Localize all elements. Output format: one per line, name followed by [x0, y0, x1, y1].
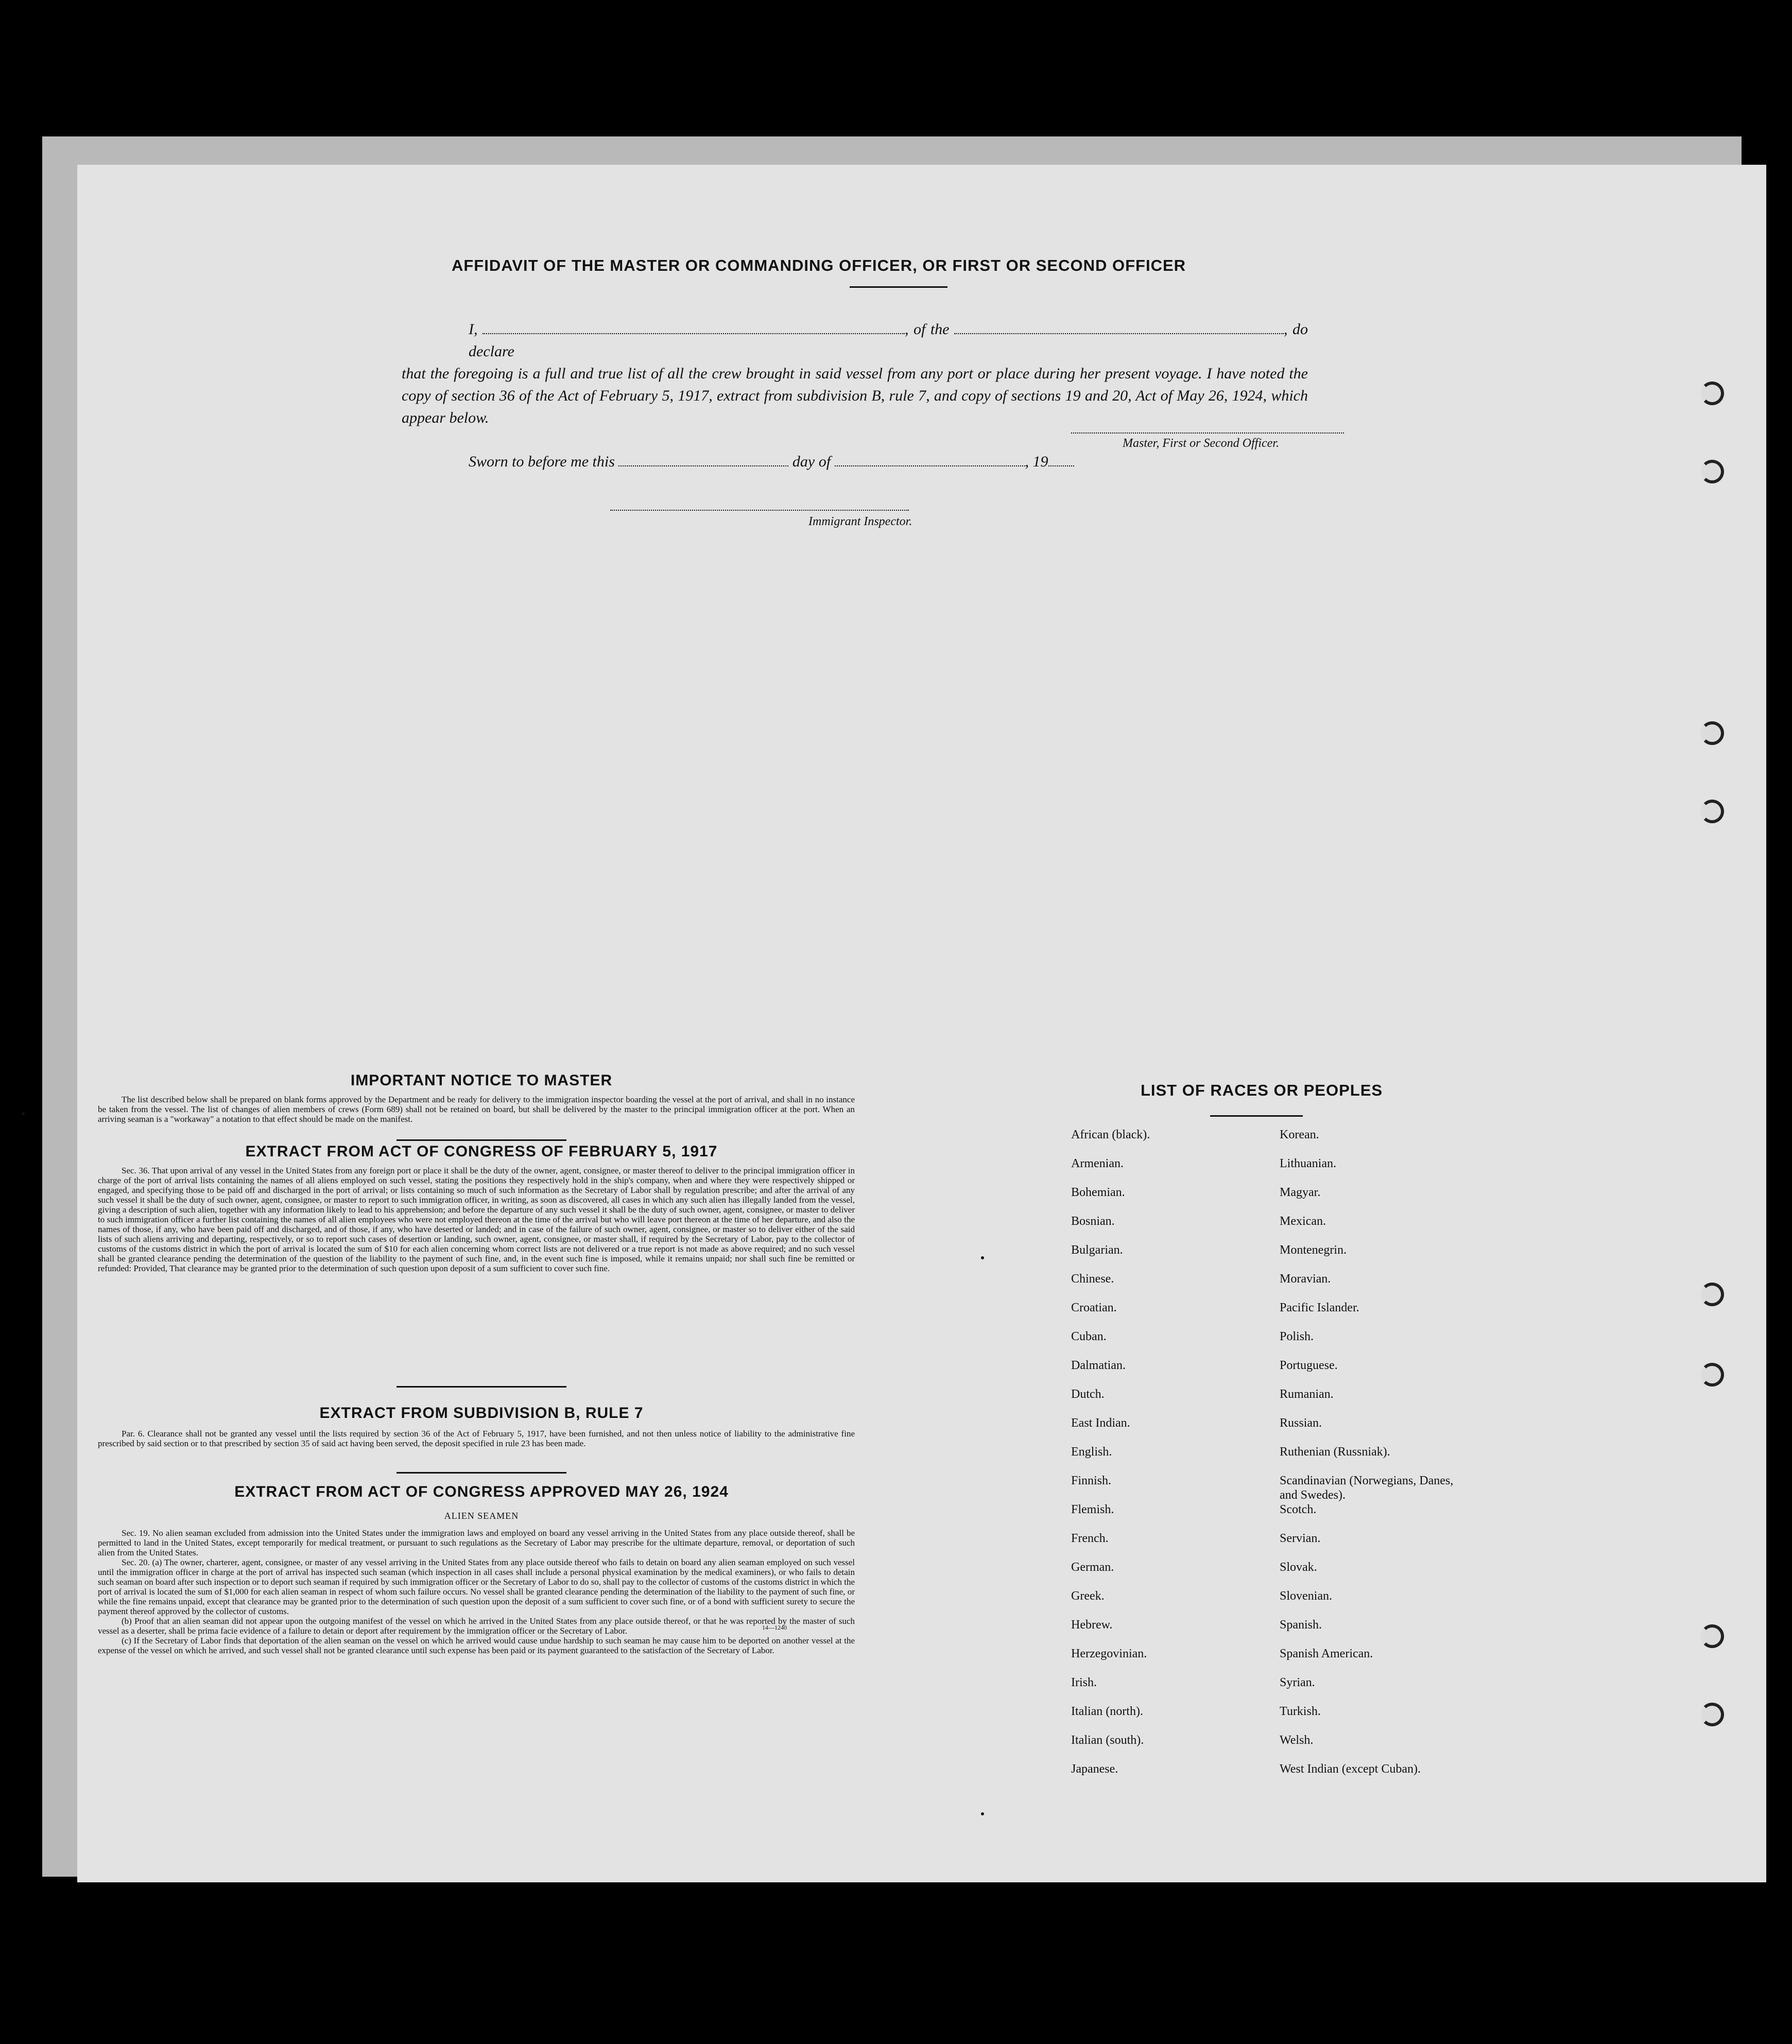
punch-hole — [1700, 1624, 1724, 1648]
race-item: Montenegrin. — [1280, 1243, 1347, 1257]
race-item: Irish. — [1071, 1676, 1097, 1689]
race-item: Bohemian. — [1071, 1186, 1125, 1199]
sworn-year-blank[interactable] — [1048, 451, 1074, 466]
race-item: Hebrew. — [1071, 1618, 1113, 1632]
races-rule — [1210, 1115, 1303, 1117]
extract-1917-title: EXTRACT FROM ACT OF CONGRESS OF FEBRUARY 5, 1917 — [245, 1143, 718, 1160]
race-item: Syrian. — [1280, 1676, 1315, 1689]
punch-hole — [1700, 800, 1724, 823]
race-item: Bosnian. — [1071, 1215, 1115, 1228]
affidavit-i-label: I, — [469, 321, 478, 338]
punch-hole — [1700, 1363, 1724, 1387]
punch-hole — [1700, 1703, 1724, 1726]
race-item: Croatian. — [1071, 1301, 1117, 1314]
race-item: Italian (north). — [1071, 1705, 1143, 1718]
race-item: Herzegovinian. — [1071, 1647, 1147, 1660]
name-blank[interactable] — [483, 319, 905, 334]
race-item: Bulgarian. — [1071, 1243, 1123, 1257]
affidavit-title: AFFIDAVIT OF THE MASTER OR COMMANDING OFFICER, OR FIRST OR SECOND OFFICER — [451, 256, 1186, 274]
affidavit-of-the: , of the — [905, 321, 950, 338]
extract-1917-text — [98, 1166, 855, 1273]
race-item: East Indian. — [1071, 1416, 1130, 1430]
race-item: Chinese. — [1071, 1272, 1114, 1286]
race-item: Rumanian. — [1280, 1388, 1334, 1401]
master-signature-line[interactable] — [1071, 432, 1344, 434]
sworn-day-blank[interactable] — [618, 451, 788, 466]
races-title: LIST OF RACES OR PEOPLES — [1140, 1081, 1383, 1099]
rule7-paragraph: Par. 6. Clearance shall not be granted any vessel until the lists required by section 36 of the Act of February 5, 1917, have been furnished, and not then unless notice of liability to the administrative fine prescribed by said section or to that prescribed by section 35 of said act having been served, the deposit specified in rule 23 has been made. — [98, 1429, 855, 1448]
sec20c-paragraph: (c) If the Secretary of Labor finds that deportation of the alien seaman on the vessel on which he arrived would cause undue hardship to such seaman he may cause him to be deported on another vessel at the expense of the vessel on which he arrived, and such vessel shall not be granted clearance until such expense has been paid or its payment guaranteed to the satisfaction of the Secretary of Labor. — [98, 1636, 855, 1655]
day-of-label: day of — [792, 453, 831, 470]
notice-text — [98, 1095, 855, 1124]
race-item: German. — [1071, 1561, 1114, 1574]
race-item: Cuban. — [1071, 1330, 1107, 1343]
rule7-rule — [397, 1472, 566, 1474]
races-left-column — [1071, 1128, 1241, 1791]
race-item: Lithuanian. — [1280, 1157, 1336, 1170]
form-number: 14—1240 — [762, 1624, 787, 1631]
race-item: Magyar. — [1280, 1186, 1321, 1199]
extract-1917-rule — [397, 1386, 566, 1388]
year-prefix: , 19 — [1025, 453, 1048, 470]
race-item: Scandinavian (Norwegians, Danes, and Swedes). — [1280, 1474, 1454, 1502]
extract-1917-paragraph: Sec. 36. That upon arrival of any vessel in the United States from any foreign port or place it shall be the duty of the owner, agent, consignee, or master thereof to deliver to the principal immigration officer in charge of the port of arrival lists containing the names of all aliens employed on such vessel, stating the positions they respectively hold in the ship's company, when and where they were respectively shipped or engaged, and specifying those to be paid off and discharged in the port of arrival; or lists containing so much of such information as the Secretary of Labor shall by regulation prescribe; and after the arrival of any such vessel it shall be the duty of such owner, agent, consignee, or master to report to such immigration officer, in writing, as soon as discovered, all cases in which any such alien has illegally landed from the vessel, giving a description of such alien, together with any information likely to lead to his apprehension; and before the departure of any such vessel it shall be the duty of such owner, agent, consignee, or master to deliver to such immigration officer a further list containing the names of all alien employees who were not employed thereon at the time of the arrival but who will leave port thereon at the time of her departure, and also the names of those, if any, who have been paid off and discharged, and of those, if any, who have deserted or landed; and in case of the failure of such owner, agent, consignee, or master so to deliver either of the said lists of such aliens arriving and departing, respectively, or so to report such cases of desertion or landing, such owner, agent, consignee, or master shall, if required by the Secretary of Labor, pay to the collector of customs of the customs district in which the port of arrival is located the sum of $10 for each alien concerning whom correct lists are not delivered or a true report is not made as above required; and no such vessel shall be granted clearance pending the determination of the question of the liability to the payment of such fine, and, in the event such fine is imposed, while it remains unpaid; nor shall such fine be remitted or refunded: Provided, That clearance may be granted prior to the determination of such question upon deposit of a sum sufficient to cover such fine. — [98, 1166, 855, 1273]
sworn-line — [469, 451, 1074, 471]
race-item: Turkish. — [1280, 1705, 1321, 1718]
inspector-label: Immigrant Inspector. — [808, 515, 912, 528]
race-item: African (black). — [1071, 1128, 1150, 1141]
race-item: Korean. — [1280, 1128, 1319, 1141]
race-item: Armenian. — [1071, 1157, 1124, 1170]
race-item: Welsh. — [1280, 1734, 1314, 1747]
race-item: Scotch. — [1280, 1503, 1317, 1516]
race-item: Dutch. — [1071, 1388, 1105, 1401]
race-item: Greek. — [1071, 1589, 1105, 1603]
alien-seamen-subtitle: ALIEN SEAMEN — [444, 1511, 519, 1521]
races-right-column — [1280, 1128, 1568, 1791]
race-item: Spanish. — [1280, 1618, 1322, 1632]
race-item: Dalmatian. — [1071, 1359, 1126, 1372]
margin-dot — [981, 1256, 984, 1259]
race-item: Portuguese. — [1280, 1359, 1338, 1372]
race-item: Finnish. — [1071, 1474, 1112, 1487]
vessel-blank[interactable] — [954, 319, 1284, 334]
margin-dot — [981, 1812, 984, 1815]
extract-1924-text — [98, 1528, 855, 1655]
inspector-signature-line[interactable] — [610, 510, 909, 511]
affidavit-text: that the foregoing is a full and true list of all the crew brought in said vessel from any port or place during her present voyage. I have noted the copy of section 36 of the Act of February 5, 1917, extract from subdivision B, rule 7, and copy of sections 19 and 20, Act of May 26, 1924, which appear below. — [402, 365, 1308, 426]
sec20b-paragraph: (b) Proof that an alien seaman did not appear upon the outgoing manifest of the vessel on which he arrived in the United States from any place outside thereof, or that he was reported by the master of such vessel as a deserter, shall be prima facie evidence of a failure to detain or deport after requirement by the immigration officer or the Secretary of Labor. — [98, 1616, 855, 1636]
sec20a-paragraph: Sec. 20. (a) The owner, charterer, agent, consignee, or master of any vessel arriving in the United States from any place outside thereof who fails to detain on board any alien seaman employed on such vessel until the immigration officer in charge at the port of arrival has inspected such seaman (which inspection in all cases shall include a personal physical examination by the medical examiners), or who fails to detain such seaman on board after such inspection or to deport such seaman if required by such immigration officer or the Secretary of Labor to do so, shall pay to the collector of customs of the customs district in which the port of arrival is located the sum of $1,000 for each alien seaman in respect of whom such failure occurs. No vessel shall be granted clearance pending the determination of the liability to the payment of such fine, or while the fine remains unpaid, except that clearance may be granted prior to the determination of such question upon the deposit of a sum sufficient to cover such fine, or of a bond with sufficient surety to secure the payment thereof approved by the collector of customs. — [98, 1557, 855, 1616]
affidavit-body — [402, 318, 1308, 429]
race-item: English. — [1071, 1445, 1112, 1459]
race-item: West Indian (except Cuban). — [1280, 1762, 1421, 1776]
document-sheet — [77, 165, 1766, 1882]
race-item: Polish. — [1280, 1330, 1314, 1343]
punch-hole — [1700, 721, 1724, 745]
race-item: Italian (south). — [1071, 1734, 1144, 1747]
notice-title: IMPORTANT NOTICE TO MASTER — [350, 1072, 613, 1089]
punch-hole — [1700, 460, 1724, 483]
extract-1924-title: EXTRACT FROM ACT OF CONGRESS APPROVED MAY 26, 1924 — [234, 1483, 729, 1500]
rule7-text — [98, 1429, 855, 1448]
race-item: Moravian. — [1280, 1272, 1331, 1286]
race-item: French. — [1071, 1532, 1109, 1545]
race-item: Slovenian. — [1280, 1589, 1332, 1603]
margin-dot — [22, 1112, 25, 1115]
race-item: Servian. — [1280, 1532, 1321, 1545]
race-item: Slovak. — [1280, 1561, 1317, 1574]
race-item: Spanish American. — [1280, 1647, 1373, 1660]
race-item: Russian. — [1280, 1416, 1322, 1430]
race-item: Mexican. — [1280, 1215, 1326, 1228]
notice-rule — [397, 1139, 566, 1141]
punch-hole — [1700, 1283, 1724, 1306]
affidavit-do-declare: , do declare — [469, 321, 1308, 360]
notice-paragraph: The list described below shall be prepared on blank forms approved by the Department and be ready for delivery to the immigration inspector boarding the vessel at the port of arrival, and shall in no instance be taken from the vessel. The list of changes of alien members of crews (Form 689) shall not be retained on board, but shall be delivered by the master to the principal immigration officer at the port. When an arriving seaman is a "workaway" a notation to that effect should be made on the manifest. — [98, 1095, 855, 1124]
sworn-month-blank[interactable] — [835, 451, 1025, 466]
punch-hole — [1700, 382, 1724, 405]
race-item: Flemish. — [1071, 1503, 1114, 1516]
race-item: Pacific Islander. — [1280, 1301, 1359, 1314]
master-signature-label: Master, First or Second Officer. — [1123, 437, 1279, 450]
sec19-paragraph: Sec. 19. No alien seaman excluded from admission into the United States under the immigration laws and employed on board any vessel arriving in the United States from any place outside thereof, shall be permitted to land in the United States, except temporarily for medical treatment, or pursuant to such regulations as the Secretary of Labor may prescribe for the ultimate departure, removal, or deportation of such alien from the United States. — [98, 1528, 855, 1557]
sworn-text: Sworn to before me this — [469, 453, 615, 470]
title-rule — [850, 286, 947, 288]
race-item: Japanese. — [1071, 1762, 1118, 1776]
rule7-title: EXTRACT FROM SUBDIVISION B, RULE 7 — [319, 1405, 644, 1422]
race-item: Ruthenian (Russniak). — [1280, 1445, 1390, 1459]
